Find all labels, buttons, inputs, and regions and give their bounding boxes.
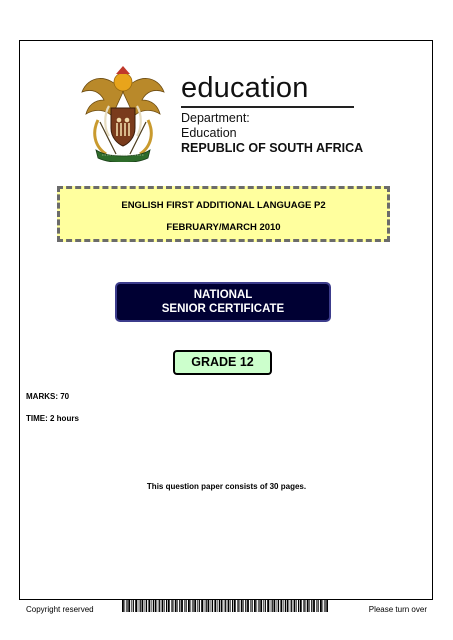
certificate-line1: NATIONAL bbox=[193, 289, 253, 301]
brand-wordmark: education bbox=[181, 72, 309, 104]
paper-title-box bbox=[57, 186, 390, 242]
barcode-icon bbox=[122, 600, 328, 612]
department-label: Department: bbox=[181, 111, 250, 125]
paper-subject: ENGLISH FIRST ADDITIONAL LANGUAGE P2 bbox=[121, 200, 326, 211]
coat-of-arms-icon bbox=[78, 62, 168, 162]
certificate-box bbox=[115, 282, 331, 322]
turn-over-notice: Please turn over bbox=[368, 605, 427, 614]
brand-underline bbox=[181, 106, 354, 108]
page-count-note: This question paper consists of 30 pages. bbox=[146, 482, 307, 491]
country-name: REPUBLIC OF SOUTH AFRICA bbox=[181, 141, 364, 155]
copyright-notice: Copyright reserved bbox=[26, 605, 94, 614]
marks-label: MARKS: 70 bbox=[26, 392, 70, 401]
department-name: Education bbox=[181, 126, 237, 140]
certificate-line2: SENIOR CERTIFICATE bbox=[161, 303, 285, 315]
grade-badge: GRADE 12 bbox=[173, 350, 272, 375]
time-label: TIME: 2 hours bbox=[26, 414, 79, 423]
paper-session: FEBRUARY/MARCH 2010 bbox=[166, 222, 281, 233]
